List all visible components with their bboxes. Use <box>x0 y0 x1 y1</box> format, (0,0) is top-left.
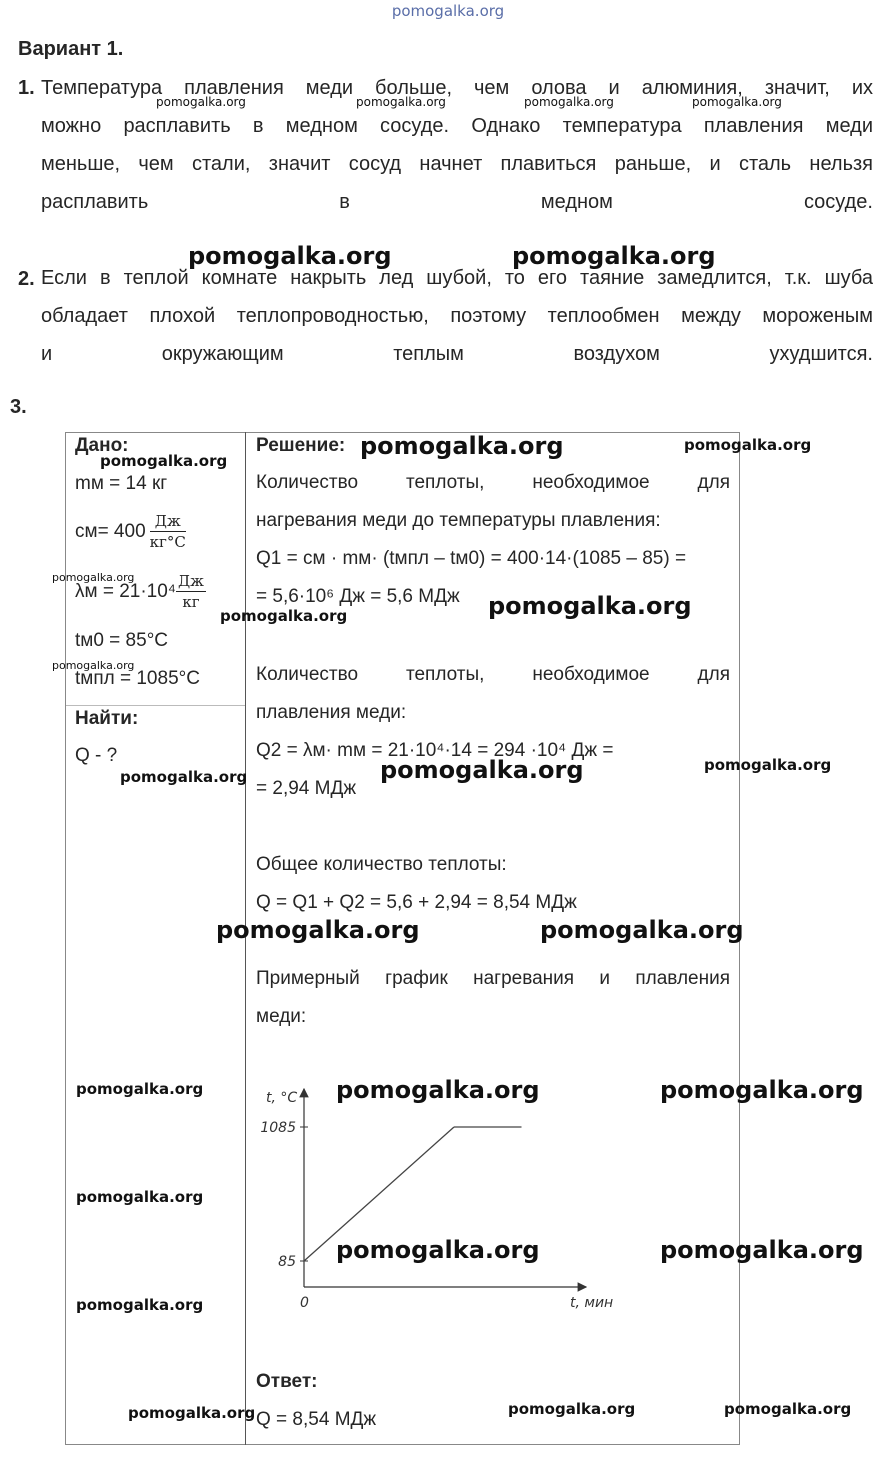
watermark: pomogalka.org <box>336 1236 540 1264</box>
watermark: pomogalka.org <box>76 1188 204 1206</box>
watermark: pomogalka.org <box>380 756 584 784</box>
given-lambda-label: λм = 21·10⁴ <box>75 580 176 602</box>
given-lambda <box>75 572 206 611</box>
watermark: pomogalka.org <box>508 1400 636 1418</box>
watermark: pomogalka.org <box>100 452 228 470</box>
lambda-unit <box>176 572 206 611</box>
q2-formula: Q2 = λм· mм = 21·10⁴·14 = 294 ·10⁴ Дж = <box>256 740 614 761</box>
solution-step3 <box>256 846 730 922</box>
watermark: pomogalka.org <box>120 768 248 786</box>
watermark: pomogalka.org <box>220 607 348 625</box>
q2-result: = 2,94 МДж <box>256 778 357 799</box>
watermark: pomogalka.org <box>724 1400 852 1418</box>
watermark: pomogalka.org <box>52 659 135 672</box>
solution-line: плавления меди: <box>256 702 407 723</box>
watermark: pomogalka.org <box>156 95 246 109</box>
watermark: pomogalka.org <box>704 756 832 774</box>
q1-line: расплавить в медном сосуде. <box>41 191 873 213</box>
watermark: pomogalka.org <box>524 95 614 109</box>
q1-text <box>41 69 873 221</box>
x-axis-label: t, мин <box>570 1295 614 1311</box>
solution-line: Примерный график нагревания и плавления <box>256 968 730 989</box>
find-header: Найти: <box>75 708 139 729</box>
watermark: pomogalka.org <box>216 916 420 944</box>
y-tick-label: 85 <box>278 1254 296 1270</box>
watermark: pomogalka.org <box>76 1080 204 1098</box>
q2-line: Если в теплой комнате накрыть лед шубой, то его таяние замедлится, т.к. шуба <box>41 267 873 289</box>
given-mass: mм = 14 кг <box>75 473 168 494</box>
answer-value: Q = 8,54 МДж <box>256 1409 377 1430</box>
watermark: pomogalka.org <box>540 916 744 944</box>
solution-line: меди: <box>256 1006 307 1027</box>
watermark: pomogalka.org <box>512 242 716 270</box>
watermark: pomogalka.org <box>660 1076 864 1104</box>
origin-label: 0 <box>300 1295 309 1311</box>
c-unit-num: Дж <box>150 512 186 532</box>
given-header: Дано: <box>75 435 129 456</box>
y-axis-label: t, °C <box>266 1090 298 1106</box>
watermark: pomogalka.org <box>76 1296 204 1314</box>
q2-line: обладает плохой теплопроводностью, поэтому теплообмен между мороженым <box>41 305 873 327</box>
q1-result: = 5,6·10⁶ Дж = 5,6 МДж <box>256 586 460 607</box>
lambda-unit-den: кг <box>182 593 200 611</box>
q1-line: меньше, чем стали, значит сосуд начнет плавиться раньше, и сталь нельзя <box>41 153 873 175</box>
given-c-label: cм= 400 <box>75 520 146 542</box>
watermark: pomogalka.org <box>128 1404 256 1422</box>
watermark: pomogalka.org <box>684 436 812 454</box>
solution-line: Количество теплоты, необходимое для <box>256 664 730 685</box>
solution-line: Количество теплоты, необходимое для <box>256 472 730 493</box>
c-unit-den: кг°C <box>149 533 186 551</box>
watermark: pomogalka.org <box>188 242 392 270</box>
y-tick-label: 1085 <box>260 1120 296 1136</box>
solution-line: нагревания меди до температуры плавления: <box>256 510 661 531</box>
q3-number: 3. <box>10 396 27 418</box>
watermark: pomogalka.org <box>336 1076 540 1104</box>
q1-line: Температура плавления меди больше, чем олова и алюминия, значит, их <box>41 77 873 99</box>
variant-title: Вариант 1. <box>18 38 124 60</box>
lambda-unit-num: Дж <box>177 572 204 590</box>
watermark: pomogalka.org <box>360 432 564 460</box>
heating-melting-chart <box>256 1075 636 1325</box>
given-find-divider <box>66 705 245 706</box>
solution-line: Общее количество теплоты: <box>256 854 507 875</box>
c-unit <box>150 512 186 551</box>
watermark: pomogalka.org <box>488 592 692 620</box>
find-value: Q - ? <box>75 745 118 766</box>
solution-step4 <box>256 960 730 1036</box>
answer-header: Ответ: <box>256 1371 318 1392</box>
q2-line: и окружающим теплым воздухом ухудшится. <box>41 343 873 365</box>
given-specific-heat <box>75 512 186 551</box>
watermark: pomogalka.org <box>692 95 782 109</box>
q1-formula: Q1 = cм · mм· (tмпл – tм0) = 400·14·(1085 – 85) = <box>256 548 687 569</box>
q2-text <box>41 259 873 373</box>
site-header[interactable]: pomogalka.org <box>391 2 505 20</box>
watermark: pomogalka.org <box>660 1236 864 1264</box>
solution-step2 <box>256 656 730 808</box>
given-t0: tм0 = 85°C <box>75 630 169 651</box>
q1-number: 1. <box>18 77 35 99</box>
q1-line: можно расплавить в медном сосуде. Однако температура плавления меди <box>41 115 873 137</box>
given-tmelt: tмпл = 1085°C <box>75 668 200 689</box>
watermark: pomogalka.org <box>52 571 135 584</box>
total-formula: Q = Q1 + Q2 = 5,6 + 2,94 = 8,54 МДж <box>256 892 577 913</box>
q2-number: 2. <box>18 268 35 290</box>
solution-header: Решение: <box>256 435 346 456</box>
watermark: pomogalka.org <box>356 95 446 109</box>
